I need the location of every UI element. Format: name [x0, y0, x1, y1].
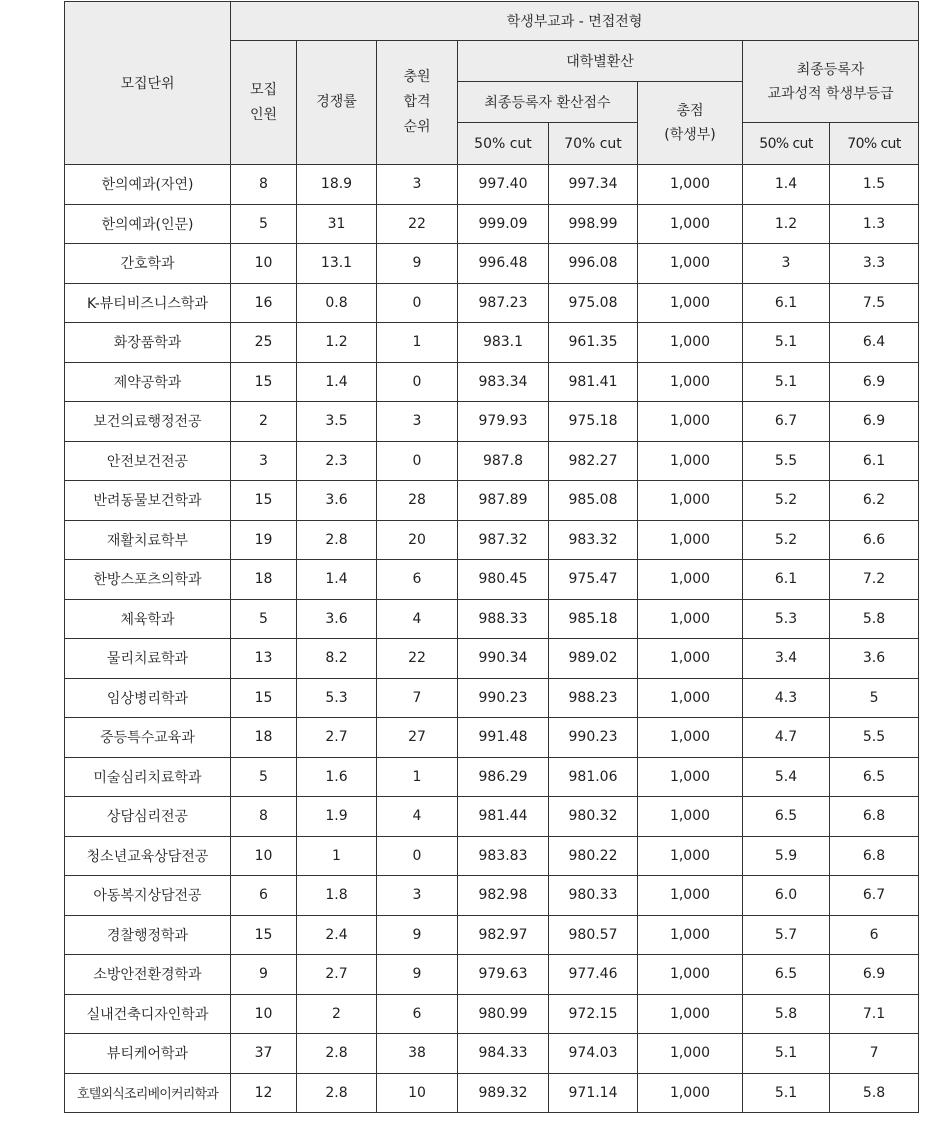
extra-rank-cell: 7 [377, 678, 458, 718]
grade-cut70-cell: 7.5 [830, 283, 919, 323]
recruit-cell: 16 [231, 283, 297, 323]
score-cut50-cell: 987.8 [458, 441, 549, 481]
extra-rank-cell: 3 [377, 876, 458, 916]
total-cell: 1,000 [638, 520, 743, 560]
score-cut50-cell: 983.83 [458, 836, 549, 876]
score-cut70-cell: 985.18 [549, 599, 638, 639]
grade-cut50-cell: 5.8 [743, 994, 830, 1034]
extra-rank-cell: 3 [377, 402, 458, 442]
recruit-cell: 2 [231, 402, 297, 442]
extra-rank-cell: 22 [377, 639, 458, 679]
dept-cell: 화장품학과 [65, 323, 231, 363]
dept-cell: 보건의료행정전공 [65, 402, 231, 442]
total-cell: 1,000 [638, 678, 743, 718]
score-cut70-cell: 981.06 [549, 757, 638, 797]
dept-cell: 호텔외식조리베이커리학과 [65, 1073, 231, 1113]
score-cut70-cell: 985.08 [549, 481, 638, 521]
recruit-cell: 5 [231, 757, 297, 797]
header-final-grade-line1: 최종등록자 [796, 61, 865, 78]
header-extra-line2: 합격 [403, 94, 431, 110]
table-row [65, 678, 919, 718]
recruit-cell: 15 [231, 678, 297, 718]
recruit-cell: 10 [231, 244, 297, 284]
dept-cell: 한방스포츠의학과 [65, 560, 231, 600]
recruit-cell: 10 [231, 994, 297, 1034]
dept-cell: 안전보건전공 [65, 441, 231, 481]
total-cell: 1,000 [638, 915, 743, 955]
grade-cut50-cell: 6.1 [743, 560, 830, 600]
score-cut70-cell: 977.46 [549, 955, 638, 995]
header-univ-convert: 대학별환산 [458, 41, 743, 82]
grade-cut50-cell: 1.4 [743, 165, 830, 205]
table-row [65, 520, 919, 560]
score-cut70-cell: 961.35 [549, 323, 638, 363]
grade-cut50-cell: 5.5 [743, 441, 830, 481]
extra-rank-cell: 28 [377, 481, 458, 521]
total-cell: 1,000 [638, 757, 743, 797]
dept-cell: 한의예과(인문) [65, 204, 231, 244]
table-row [65, 1073, 919, 1113]
extra-rank-cell: 6 [377, 994, 458, 1034]
recruit-cell: 6 [231, 876, 297, 916]
extra-rank-cell: 6 [377, 560, 458, 600]
competition-cell: 1.4 [297, 362, 377, 402]
table-row [65, 718, 919, 758]
recruit-cell: 15 [231, 362, 297, 402]
total-cell: 1,000 [638, 718, 743, 758]
total-cell: 1,000 [638, 283, 743, 323]
table-row [65, 836, 919, 876]
competition-cell: 1.8 [297, 876, 377, 916]
competition-cell: 8.2 [297, 639, 377, 679]
table-row [65, 244, 919, 284]
competition-cell: 2.7 [297, 955, 377, 995]
dept-cell: 소방안전환경학과 [65, 955, 231, 995]
dept-cell: 미술심리치료학과 [65, 757, 231, 797]
table-row [65, 757, 919, 797]
total-cell: 1,000 [638, 441, 743, 481]
total-cell: 1,000 [638, 639, 743, 679]
header-competition: 경쟁률 [297, 41, 377, 165]
extra-rank-cell: 4 [377, 797, 458, 837]
recruit-cell: 15 [231, 915, 297, 955]
header-total [638, 82, 743, 165]
grade-cut70-cell: 6 [830, 915, 919, 955]
grade-cut50-cell: 4.3 [743, 678, 830, 718]
recruit-cell: 19 [231, 520, 297, 560]
competition-cell: 1.4 [297, 560, 377, 600]
table-row [65, 994, 919, 1034]
extra-rank-cell: 1 [377, 757, 458, 797]
grade-cut70-cell: 6.1 [830, 441, 919, 481]
header-title: 학생부교과 - 면접전형 [231, 2, 919, 41]
competition-cell: 0.8 [297, 283, 377, 323]
score-cut70-cell: 980.57 [549, 915, 638, 955]
extra-rank-cell: 9 [377, 244, 458, 284]
header-unit: 모집단위 [65, 2, 231, 165]
table-row [65, 1034, 919, 1074]
header-total-line1: 총점 [676, 103, 704, 119]
header-extra-line3: 순위 [403, 119, 431, 135]
dept-cell: 아동복지상담전공 [65, 876, 231, 916]
score-cut70-cell: 975.18 [549, 402, 638, 442]
grade-cut50-cell: 5.2 [743, 481, 830, 521]
grade-cut50-cell: 6.5 [743, 797, 830, 837]
total-cell: 1,000 [638, 876, 743, 916]
score-cut50-cell: 979.63 [458, 955, 549, 995]
extra-rank-cell: 22 [377, 204, 458, 244]
score-cut50-cell: 987.89 [458, 481, 549, 521]
recruit-cell: 18 [231, 718, 297, 758]
grade-cut70-cell: 6.6 [830, 520, 919, 560]
table-row [65, 165, 919, 205]
grade-cut70-cell: 6.2 [830, 481, 919, 521]
table-row [65, 283, 919, 323]
competition-cell: 1 [297, 836, 377, 876]
score-cut50-cell: 982.98 [458, 876, 549, 916]
grade-cut50-cell: 5.2 [743, 520, 830, 560]
dept-cell: 제약공학과 [65, 362, 231, 402]
table-row [65, 362, 919, 402]
grade-cut70-cell: 6.8 [830, 797, 919, 837]
grade-cut70-cell: 6.4 [830, 323, 919, 363]
total-cell: 1,000 [638, 599, 743, 639]
total-cell: 1,000 [638, 836, 743, 876]
score-cut70-cell: 989.02 [549, 639, 638, 679]
competition-cell: 1.9 [297, 797, 377, 837]
recruit-cell: 25 [231, 323, 297, 363]
grade-cut50-cell: 5.1 [743, 362, 830, 402]
header-final-grade [743, 41, 919, 123]
header-total-line2: (학생부) [664, 127, 716, 143]
extra-rank-cell: 38 [377, 1034, 458, 1074]
score-cut70-cell: 998.99 [549, 204, 638, 244]
score-cut70-cell: 980.33 [549, 876, 638, 916]
competition-cell: 2.3 [297, 441, 377, 481]
score-cut50-cell: 997.40 [458, 165, 549, 205]
total-cell: 1,000 [638, 244, 743, 284]
grade-cut50-cell: 6.7 [743, 402, 830, 442]
recruit-cell: 9 [231, 955, 297, 995]
extra-rank-cell: 0 [377, 441, 458, 481]
competition-cell: 18.9 [297, 165, 377, 205]
total-cell: 1,000 [638, 362, 743, 402]
header-final-grade-line2: 교과성적 학생부등급 [767, 85, 894, 102]
grade-cut50-cell: 1.2 [743, 204, 830, 244]
score-cut50-cell: 982.97 [458, 915, 549, 955]
header-cut70: 70% cut [549, 123, 638, 165]
competition-cell: 3.5 [297, 402, 377, 442]
score-cut50-cell: 981.44 [458, 797, 549, 837]
grade-cut50-cell: 5.4 [743, 757, 830, 797]
score-cut70-cell: 980.32 [549, 797, 638, 837]
competition-cell: 5.3 [297, 678, 377, 718]
header-final-score: 최종등록자 환산점수 [458, 82, 638, 123]
score-cut50-cell: 983.1 [458, 323, 549, 363]
table-row [65, 204, 919, 244]
table-row [65, 560, 919, 600]
extra-rank-cell: 4 [377, 599, 458, 639]
table-row [65, 481, 919, 521]
header-cut50: 50% cut [458, 123, 549, 165]
grade-cut70-cell: 6.9 [830, 955, 919, 995]
score-cut50-cell: 999.09 [458, 204, 549, 244]
table-row [65, 402, 919, 442]
score-cut50-cell: 986.29 [458, 757, 549, 797]
competition-cell: 2.8 [297, 520, 377, 560]
recruit-cell: 12 [231, 1073, 297, 1113]
dept-cell: 체육학과 [65, 599, 231, 639]
grade-cut50-cell: 4.7 [743, 718, 830, 758]
grade-cut70-cell: 7.2 [830, 560, 919, 600]
competition-cell: 13.1 [297, 244, 377, 284]
score-cut50-cell: 988.33 [458, 599, 549, 639]
score-cut50-cell: 980.45 [458, 560, 549, 600]
table-header [65, 2, 919, 165]
score-cut70-cell: 974.03 [549, 1034, 638, 1074]
header-grade-cut70: 70% cut [830, 123, 919, 165]
grade-cut50-cell: 5.1 [743, 1034, 830, 1074]
grade-cut70-cell: 6.8 [830, 836, 919, 876]
dept-cell: 실내건축디자인학과 [65, 994, 231, 1034]
table-row [65, 323, 919, 363]
grade-cut70-cell: 6.5 [830, 757, 919, 797]
total-cell: 1,000 [638, 402, 743, 442]
competition-cell: 2.8 [297, 1034, 377, 1074]
recruit-cell: 3 [231, 441, 297, 481]
grade-cut70-cell: 5 [830, 678, 919, 718]
competition-cell: 1.6 [297, 757, 377, 797]
dept-cell: 임상병리학과 [65, 678, 231, 718]
header-recruit-line1: 모집 [249, 81, 278, 98]
extra-rank-cell: 0 [377, 283, 458, 323]
score-cut50-cell: 983.34 [458, 362, 549, 402]
grade-cut70-cell: 1.3 [830, 204, 919, 244]
competition-cell: 2 [297, 994, 377, 1034]
total-cell: 1,000 [638, 955, 743, 995]
score-cut70-cell: 997.34 [549, 165, 638, 205]
extra-rank-cell: 9 [377, 915, 458, 955]
grade-cut70-cell: 6.9 [830, 362, 919, 402]
dept-cell: 뷰티케어학과 [65, 1034, 231, 1074]
recruit-cell: 5 [231, 599, 297, 639]
total-cell: 1,000 [638, 797, 743, 837]
extra-rank-cell: 20 [377, 520, 458, 560]
grade-cut50-cell: 5.1 [743, 1073, 830, 1113]
score-cut50-cell: 989.32 [458, 1073, 549, 1113]
grade-cut70-cell: 1.5 [830, 165, 919, 205]
score-cut50-cell: 980.99 [458, 994, 549, 1034]
total-cell: 1,000 [638, 323, 743, 363]
grade-cut50-cell: 6.0 [743, 876, 830, 916]
extra-rank-cell: 10 [377, 1073, 458, 1113]
score-cut50-cell: 996.48 [458, 244, 549, 284]
dept-cell: 간호학과 [65, 244, 231, 284]
dept-cell: 중등특수교육과 [65, 718, 231, 758]
table-row [65, 639, 919, 679]
grade-cut50-cell: 5.7 [743, 915, 830, 955]
total-cell: 1,000 [638, 165, 743, 205]
score-cut70-cell: 982.27 [549, 441, 638, 481]
grade-cut50-cell: 6.5 [743, 955, 830, 995]
table-row [65, 915, 919, 955]
score-cut70-cell: 975.08 [549, 283, 638, 323]
grade-cut50-cell: 5.9 [743, 836, 830, 876]
grade-cut70-cell: 7 [830, 1034, 919, 1074]
score-cut50-cell: 990.34 [458, 639, 549, 679]
total-cell: 1,000 [638, 560, 743, 600]
extra-rank-cell: 0 [377, 836, 458, 876]
grade-cut70-cell: 5.8 [830, 1073, 919, 1113]
score-cut70-cell: 980.22 [549, 836, 638, 876]
total-cell: 1,000 [638, 1034, 743, 1074]
total-cell: 1,000 [638, 1073, 743, 1113]
dept-cell: 상담심리전공 [65, 797, 231, 837]
total-cell: 1,000 [638, 204, 743, 244]
score-cut70-cell: 990.23 [549, 718, 638, 758]
grade-cut70-cell: 6.7 [830, 876, 919, 916]
grade-cut50-cell: 6.1 [743, 283, 830, 323]
grade-cut70-cell: 3.3 [830, 244, 919, 284]
extra-rank-cell: 0 [377, 362, 458, 402]
recruit-cell: 18 [231, 560, 297, 600]
grade-cut50-cell: 5.1 [743, 323, 830, 363]
score-cut70-cell: 981.41 [549, 362, 638, 402]
recruit-cell: 37 [231, 1034, 297, 1074]
score-cut70-cell: 988.23 [549, 678, 638, 718]
competition-cell: 31 [297, 204, 377, 244]
competition-cell: 2.8 [297, 1073, 377, 1113]
recruit-cell: 10 [231, 836, 297, 876]
table-body [65, 165, 919, 1113]
extra-rank-cell: 3 [377, 165, 458, 205]
dept-cell: 청소년교육상담전공 [65, 836, 231, 876]
grade-cut50-cell: 5.3 [743, 599, 830, 639]
competition-cell: 3.6 [297, 599, 377, 639]
dept-cell: 한의예과(자연) [65, 165, 231, 205]
extra-rank-cell: 1 [377, 323, 458, 363]
grade-cut70-cell: 5.5 [830, 718, 919, 758]
grade-cut50-cell: 3.4 [743, 639, 830, 679]
dept-cell: 반려동물보건학과 [65, 481, 231, 521]
table-row [65, 876, 919, 916]
admissions-table [64, 1, 919, 1113]
total-cell: 1,000 [638, 994, 743, 1034]
header-extra-rank [377, 41, 458, 165]
grade-cut70-cell: 3.6 [830, 639, 919, 679]
score-cut70-cell: 972.15 [549, 994, 638, 1034]
competition-cell: 2.7 [297, 718, 377, 758]
recruit-cell: 8 [231, 797, 297, 837]
score-cut70-cell: 975.47 [549, 560, 638, 600]
table-row [65, 797, 919, 837]
recruit-cell: 15 [231, 481, 297, 521]
score-cut50-cell: 987.32 [458, 520, 549, 560]
competition-cell: 1.2 [297, 323, 377, 363]
table-row [65, 599, 919, 639]
header-grade-cut50: 50% cut [743, 123, 830, 165]
extra-rank-cell: 9 [377, 955, 458, 995]
header-extra-line1: 충원 [403, 69, 431, 85]
table-row [65, 441, 919, 481]
score-cut50-cell: 984.33 [458, 1034, 549, 1074]
score-cut50-cell: 979.93 [458, 402, 549, 442]
total-cell: 1,000 [638, 481, 743, 521]
grade-cut70-cell: 6.9 [830, 402, 919, 442]
competition-cell: 3.6 [297, 481, 377, 521]
extra-rank-cell: 27 [377, 718, 458, 758]
score-cut70-cell: 971.14 [549, 1073, 638, 1113]
score-cut70-cell: 983.32 [549, 520, 638, 560]
recruit-cell: 5 [231, 204, 297, 244]
dept-cell: 경찰행정학과 [65, 915, 231, 955]
header-recruit-line2: 인원 [249, 106, 278, 123]
dept-cell: K-뷰티비즈니스학과 [65, 283, 231, 323]
table-row [65, 955, 919, 995]
score-cut70-cell: 996.08 [549, 244, 638, 284]
grade-cut50-cell: 3 [743, 244, 830, 284]
grade-cut70-cell: 5.8 [830, 599, 919, 639]
recruit-cell: 13 [231, 639, 297, 679]
grade-cut70-cell: 7.1 [830, 994, 919, 1034]
competition-cell: 2.4 [297, 915, 377, 955]
dept-cell: 재활치료학부 [65, 520, 231, 560]
recruit-cell: 8 [231, 165, 297, 205]
dept-cell: 물리치료학과 [65, 639, 231, 679]
score-cut50-cell: 991.48 [458, 718, 549, 758]
score-cut50-cell: 987.23 [458, 283, 549, 323]
header-recruit [231, 41, 297, 165]
score-cut50-cell: 990.23 [458, 678, 549, 718]
